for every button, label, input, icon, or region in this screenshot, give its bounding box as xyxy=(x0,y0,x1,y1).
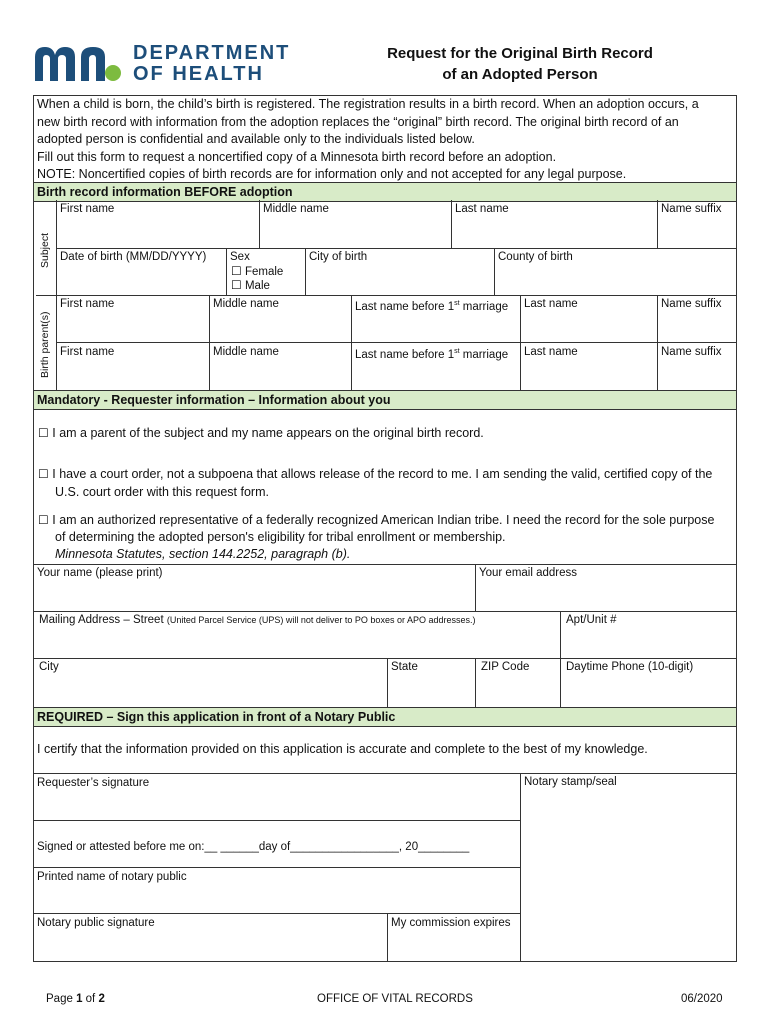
intro-line5: NOTE: Noncertified copies of birth records are for information only and not accepted for any legal purpose. xyxy=(37,167,627,181)
city-label: City xyxy=(39,661,59,673)
city-of-birth-label: City of birth xyxy=(309,251,368,263)
notary-stamp-label: Notary stamp/seal xyxy=(524,776,617,788)
option-parent-label: I am a parent of the subject and my name appears on the original birth record. xyxy=(52,426,484,440)
form-date: 06/2020 xyxy=(681,993,723,1005)
parent1-last-before-marriage-label: Last name before 1st marriage xyxy=(355,300,509,313)
subject-label: Subject xyxy=(39,232,51,268)
option-court-order-line2: U.S. court order with this request form. xyxy=(55,485,269,499)
section-requester-heading: Mandatory - Requester information – Information about you xyxy=(34,390,736,410)
mn-logo xyxy=(33,43,123,83)
option-tribe-line1: I am an authorized representative of a federally recognized American Indian tribe. I need the record for the sole purpose xyxy=(52,513,715,527)
parent2-last-name-label: Last name xyxy=(524,346,578,358)
court-order-checkbox[interactable]: ☐ xyxy=(38,467,49,481)
option-court-order-line1: I have a court order, not a subpoena that allows release of the record to me. I am sending the valid, certified copy of the xyxy=(52,467,713,481)
sex-label: Sex xyxy=(230,251,250,263)
parent2-name-suffix-label: Name suffix xyxy=(661,346,722,358)
county-of-birth-label: County of birth xyxy=(498,251,573,263)
intro-line2: new birth record with information from the adoption replaces the “original” birth record. The original birth record of an xyxy=(37,114,679,129)
section-birth-record-heading: Birth record information BEFORE adoption xyxy=(34,182,736,202)
parent2-middle-name-label: Middle name xyxy=(213,346,279,358)
subject-name-suffix-label: Name suffix xyxy=(661,203,722,215)
state-label: State xyxy=(391,661,418,673)
certify-statement: I certify that the information provided on this application is accurate and complete to the best of my knowledge. xyxy=(37,742,648,756)
intro-text xyxy=(37,96,737,184)
apt-unit-label: Apt/Unit # xyxy=(566,614,617,626)
office-name: OFFICE OF VITAL RECORDS xyxy=(317,993,473,1005)
parent2-first-name-label: First name xyxy=(60,346,115,358)
option-tribe[interactable] xyxy=(38,512,714,530)
commission-expires-label: My commission expires xyxy=(391,917,511,929)
zip-code-label: ZIP Code xyxy=(481,661,530,673)
female-checkbox[interactable]: ☐ xyxy=(231,264,242,278)
mailing-address-note: (United Parcel Service (UPS) will not deliver to PO boxes or APO addresses.) xyxy=(166,615,476,625)
parent1-last-name-label: Last name xyxy=(524,298,578,310)
statute-reference: Minnesota Statutes, section 144.2252, paragraph (b). xyxy=(55,547,351,561)
male-label: Male xyxy=(244,280,270,292)
parent-checkbox[interactable]: ☐ xyxy=(38,426,49,440)
sex-male-option[interactable] xyxy=(231,278,270,293)
notary-signature-label: Notary public signature xyxy=(37,917,155,929)
date-of-birth-label: Date of birth (MM/DD/YYYY) xyxy=(60,251,207,263)
male-checkbox[interactable]: ☐ xyxy=(231,278,242,292)
intro-line4: Fill out this form to request a noncertified copy of a Minnesota birth record before an adoption. xyxy=(37,149,557,164)
parent1-first-name-label: First name xyxy=(60,298,115,310)
tribe-checkbox[interactable]: ☐ xyxy=(38,513,49,527)
logo-line2: OF HEALTH xyxy=(133,63,264,85)
intro-line3: adopted person is confidential and available only to the individuals listed below. xyxy=(37,132,475,146)
sex-female-option[interactable] xyxy=(231,264,283,279)
mn-logo-icon xyxy=(33,43,123,83)
parent1-name-suffix-label: Name suffix xyxy=(661,298,722,310)
title-line2: of an Adopted Person xyxy=(442,66,598,83)
option-court-order[interactable] xyxy=(38,466,712,484)
mailing-address-label: Mailing Address – Street (United Parcel Service (UPS) will not deliver to PO boxes or APO addresses.) xyxy=(39,614,476,626)
subject-last-name-label: Last name xyxy=(455,203,509,215)
female-label: Female xyxy=(244,266,284,278)
parent2-last-before-marriage-label: Last name before 1st marriage xyxy=(355,348,509,361)
logo-line1: DEPARTMENT xyxy=(133,42,291,64)
title-line1: Request for the Original Birth Record xyxy=(387,45,653,62)
your-email-label: Your email address xyxy=(479,567,578,579)
birth-parents-label: Birth parent(s) xyxy=(39,311,51,378)
requester-signature-label: Requester’s signature xyxy=(37,777,150,789)
page-title xyxy=(360,43,680,85)
daytime-phone-label: Daytime Phone (10-digit) xyxy=(566,661,694,673)
page-number: Page 1 of 2 xyxy=(46,993,105,1005)
option-tribe-line2: of determining the adopted person's eligibility for tribal enrollment or membership. xyxy=(55,530,506,544)
subject-first-name-label: First name xyxy=(60,203,115,215)
signed-attested-line: Signed or attested before me on:__ ______day of_________________, 20________ xyxy=(37,841,470,853)
your-name-label: Your name (please print) xyxy=(37,567,163,579)
option-parent[interactable] xyxy=(38,425,484,443)
notary-printed-name-label: Printed name of notary public xyxy=(37,871,187,883)
section-notary-heading: REQUIRED – Sign this application in front of a Notary Public xyxy=(34,707,736,727)
subject-middle-name-label: Middle name xyxy=(263,203,329,215)
intro-line1: When a child is born, the child’s birth is registered. The registration results in a birth record. When an adoption occurs, a xyxy=(37,97,699,111)
parent1-middle-name-label: Middle name xyxy=(213,298,279,310)
